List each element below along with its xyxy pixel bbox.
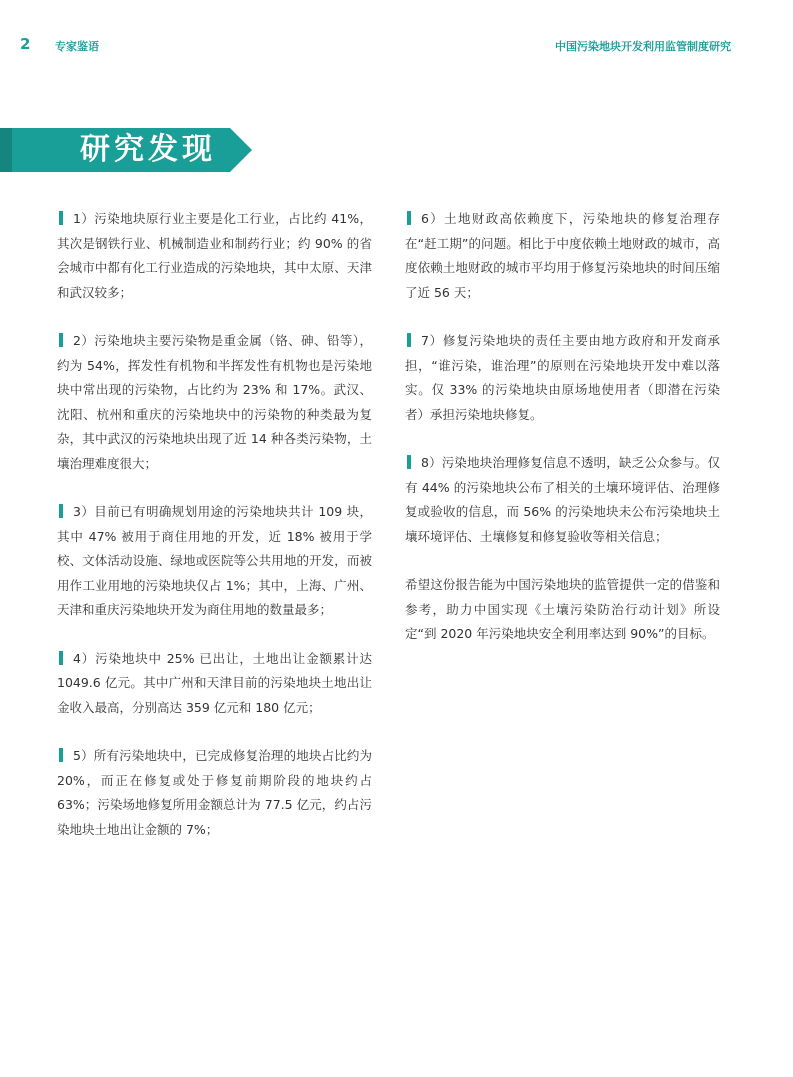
bullet-bar (59, 748, 63, 762)
right-column (405, 207, 720, 647)
bullet-bar (59, 333, 63, 347)
finding-7 (405, 329, 720, 427)
finding-4 (57, 647, 372, 721)
report-title: 中国污染地块开发利用监管制度研究 (555, 40, 731, 53)
finding-text: 1）污染地块原行业主要是化工行业，占比约 41%，其次是钢铁行业、机械制造业和制药行业；约 90% 的省会城市中都有化工行业造成的污染地块，其中太原、天津和武汉较多； (57, 211, 372, 300)
bullet-bar (59, 651, 63, 665)
left-column (57, 207, 372, 866)
finding-3 (57, 500, 372, 623)
page-number: 2 (20, 35, 31, 53)
section-banner (0, 128, 252, 172)
finding-2 (57, 329, 372, 476)
bullet-bar (407, 455, 411, 469)
finding-text: 2）污染地块主要污染物是重金属（铬、砷、铅等），约为 54%，挥发性有机物和半挥发性有机物也是污染地块中常出现的污染物，占比约为 23% 和 17%。武汉、沈阳、杭州和重庆的污染地块中的污染物的种类最为复杂，其中武汉的污染地块出现了近 14 种各类污染物，土壤治理难度很大； (57, 333, 372, 471)
bullet-bar (407, 211, 411, 225)
finding-text: 3）目前已有明确规划用途的污染地块共计 109 块，其中 47% 被用于商住用地的开发，近 18% 被用于学校、文体活动设施、绿地或医院等公共用地的开发，而被用作工业用地的污染地块仅占 1%；其中，上海、广州、天津和重庆污染地块开发为商住用地的数量最多； (57, 504, 372, 617)
finding-text: 4）污染地块中 25% 已出让，土地出让金额累计达 1049.6 亿元。其中广州和天津目前的污染地块土地出让金收入最高，分别高达 359 亿元和 180 亿元； (57, 650, 372, 715)
banner-title: 研究发现 (80, 132, 216, 167)
section-label: 专家鉴语 (55, 40, 99, 53)
bullet-bar (59, 504, 63, 518)
finding-6 (405, 207, 720, 305)
finding-8 (405, 451, 720, 549)
bullet-bar (59, 211, 63, 225)
finding-5 (57, 744, 372, 842)
finding-text: 6）土地财政高依赖度下，污染地块的修复治理存在“赶工期”的问题。相比于中度依赖土地财政的城市，高度依赖土地财政的城市平均用于修复污染地块的时间压缩了近 56 天； (405, 211, 720, 300)
finding-text: 8）污染地块治理修复信息不透明，缺乏公众参与。仅有 44% 的污染地块公布了相关的土壤环境评估、治理修复或验收的信息，而 56% 的污染地块未公布污染地块土壤环境评估、土壤修复和修复验收等相关信息； (405, 455, 720, 544)
finding-text: 7）修复污染地块的责任主要由地方政府和开发商承担，“谁污染，谁治理”的原则在污染地块开发中难以落实。仅 33% 的污染地块由原场地使用者（即潜在污染者）承担污染地块修复。 (405, 333, 720, 422)
bullet-bar (407, 333, 411, 347)
closing-paragraph: 希望这份报告能为中国污染地块的监管提供一定的借鉴和参考，助力中国实现《土壤污染防治行动计划》所设定“到 2020 年污染地块安全利用率达到 90%”的目标。 (405, 577, 720, 641)
finding-text: 5）所有污染地块中，已完成修复治理的地块占比约为 20%，而正在修复或处于修复前期阶段的地块约占 63%；污染场地修复所用金额总计为 77.5 亿元，约占污染地块土地出让金额的 7%； (57, 748, 372, 837)
finding-1 (57, 207, 372, 305)
